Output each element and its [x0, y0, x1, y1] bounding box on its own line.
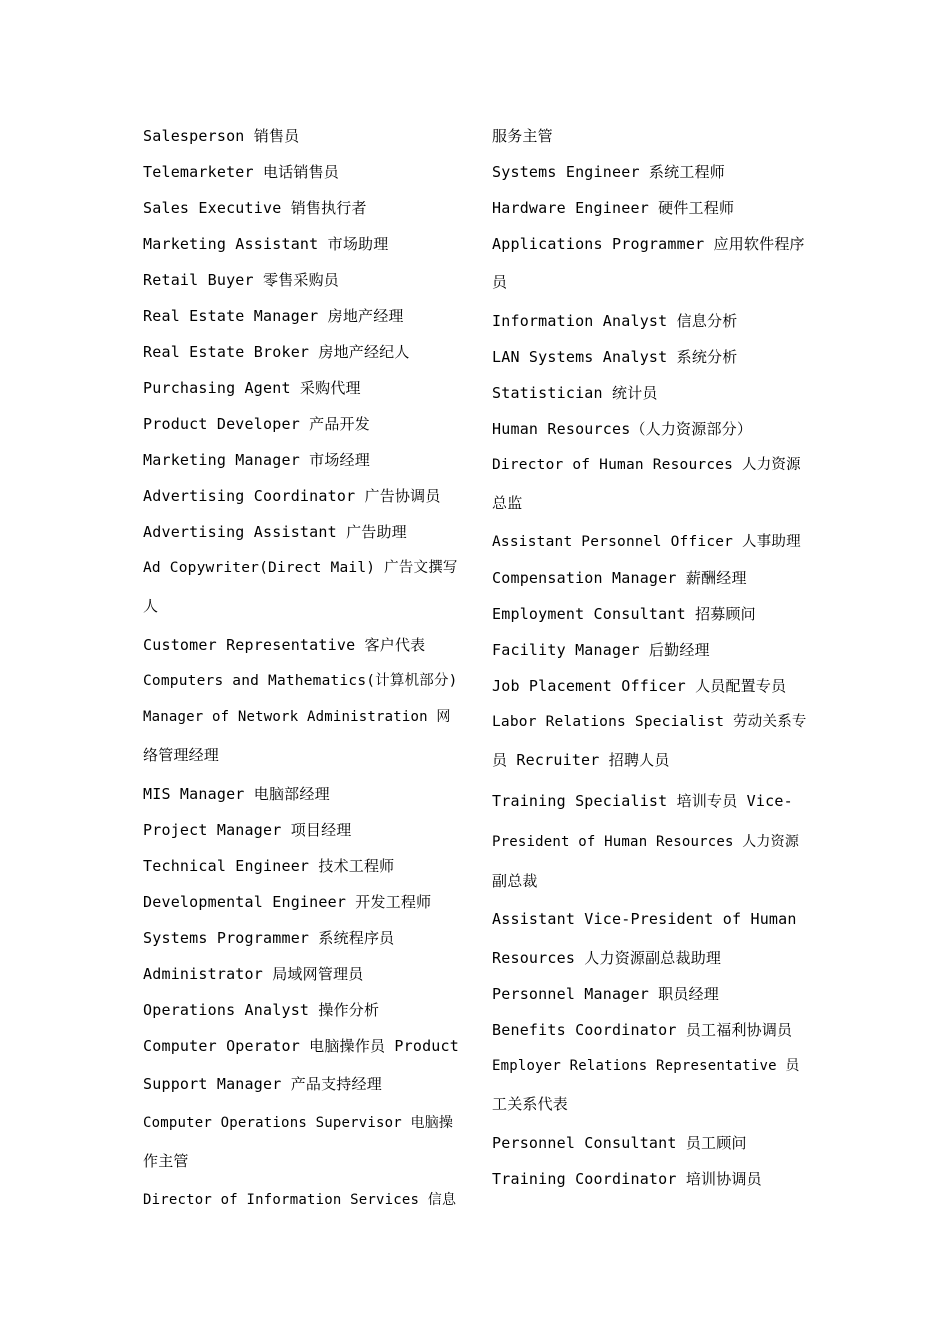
list-item: Training Specialist 培训专员 Vice-	[492, 792, 793, 810]
list-item: Sales Executive 销售执行者	[143, 199, 367, 217]
list-item: Assistant Vice-President of Human	[492, 910, 797, 928]
list-item: Salesperson 销售员	[143, 127, 300, 145]
list-item: Customer Representative 客户代表	[143, 636, 426, 654]
list-item: Product Developer 产品开发	[143, 415, 370, 433]
list-item: Director of Information Services 信息	[143, 1192, 457, 1208]
list-item: Hardware Engineer 硬件工程师	[492, 199, 735, 217]
list-item: Developmental Engineer 开发工程师	[143, 893, 432, 911]
list-item: Personnel Manager 职员经理	[492, 985, 719, 1003]
list-item: Benefits Coordinator 员工福利协调员	[492, 1021, 793, 1039]
list-item: Project Manager 项目经理	[143, 821, 352, 839]
list-item: Marketing Assistant 市场助理	[143, 235, 389, 253]
list-item: Advertising Coordinator 广告协调员	[143, 487, 441, 505]
list-item: Technical Engineer 技术工程师	[143, 857, 395, 875]
list-item: Information Analyst 信息分析	[492, 312, 738, 330]
list-item-continuation: 络管理经理	[143, 746, 220, 764]
list-item: Personnel Consultant 员工顾问	[492, 1134, 747, 1152]
section-heading: Human Resources（人力资源部分）	[492, 420, 753, 438]
list-item-continuation: 员	[492, 273, 508, 291]
list-item: Retail Buyer 零售采购员	[143, 271, 340, 289]
list-item-continuation: 人	[143, 597, 159, 615]
list-item: Computer Operations Supervisor 电脑操	[143, 1115, 454, 1131]
list-item: President of Human Resources 人力资源	[492, 834, 800, 850]
list-item: Computers and Mathematics(计算机部分)	[143, 673, 458, 689]
list-item-continuation: 员 Recruiter 招聘人员	[492, 751, 670, 769]
list-item: Director of Human Resources 人力资源	[492, 457, 801, 473]
right-column	[492, 118, 808, 1197]
list-item: Manager of Network Administration 网	[143, 709, 451, 725]
list-item-continuation: 服务主管	[492, 127, 553, 145]
list-item: Ad Copywriter(Direct Mail) 广告文撰写	[143, 560, 458, 576]
list-item: Systems Programmer 系统程序员	[143, 929, 395, 947]
list-item-continuation: 副总裁	[492, 872, 538, 890]
list-item: Systems Engineer 系统工程师	[492, 163, 725, 181]
list-item: Real Estate Broker 房地产经纪人	[143, 343, 410, 361]
list-item: Training Coordinator 培训协调员	[492, 1170, 762, 1188]
list-item: Assistant Personnel Officer 人事助理	[492, 534, 801, 550]
list-item: Applications Programmer 应用软件程序	[492, 235, 805, 253]
list-item: Statistician 统计员	[492, 384, 658, 402]
list-item: Facility Manager 后勤经理	[492, 641, 710, 659]
list-item: Advertising Assistant 广告助理	[143, 523, 407, 541]
list-item: Administrator 局域网管理员	[143, 965, 364, 983]
list-item-continuation: 作主管	[143, 1152, 189, 1170]
list-item: Computer Operator 电脑操作员 Product	[143, 1037, 460, 1055]
list-item: Telemarketer 电话销售员	[143, 163, 340, 181]
list-item-continuation: Resources 人力资源副总裁助理	[492, 949, 722, 967]
list-item: Employer Relations Representative 员	[492, 1058, 800, 1074]
list-item: Real Estate Manager 房地产经理	[143, 307, 404, 325]
list-item: MIS Manager 电脑部经理	[143, 785, 330, 803]
list-item: Operations Analyst 操作分析	[143, 1001, 380, 1019]
list-item: Purchasing Agent 采购代理	[143, 379, 361, 397]
list-item: Job Placement Officer 人员配置专员	[492, 677, 787, 695]
list-item: Employment Consultant 招募顾问	[492, 605, 756, 623]
left-column	[143, 118, 459, 1218]
list-item-continuation: 总监	[492, 494, 523, 512]
list-item-continuation: Support Manager 产品支持经理	[143, 1075, 382, 1093]
list-item: Marketing Manager 市场经理	[143, 451, 370, 469]
list-item: Compensation Manager 薪酬经理	[492, 569, 747, 587]
list-item: Labor Relations Specialist 劳动关系专	[492, 714, 807, 730]
list-item: LAN Systems Analyst 系统分析	[492, 348, 738, 366]
list-item-continuation: 工关系代表	[492, 1095, 569, 1113]
